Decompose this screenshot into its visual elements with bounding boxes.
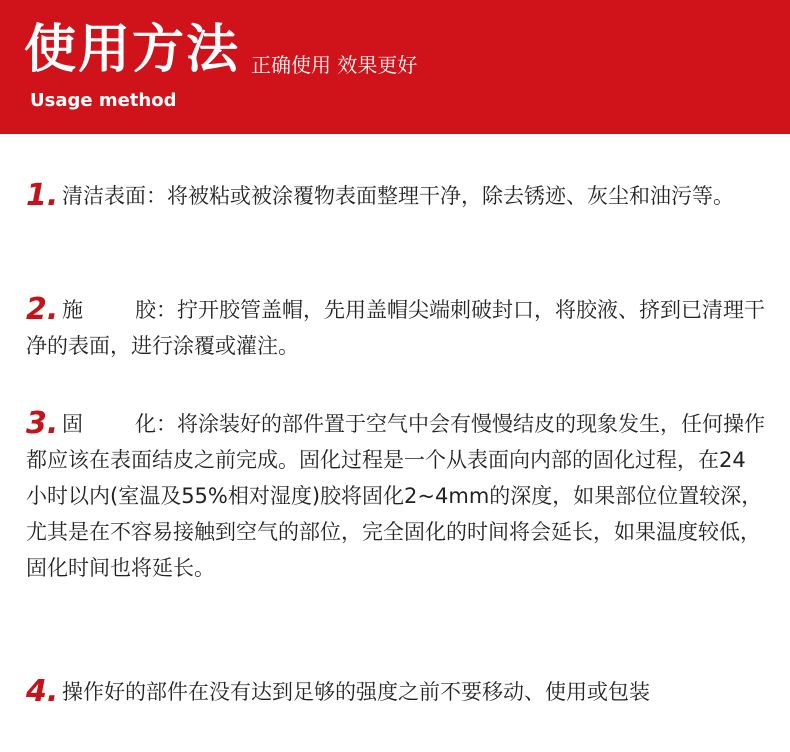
step-text: ：拧开胶管盖帽，先用盖帽尖端刺破封口，将胶液、挤到已清理干净的表面，进行涂覆或灌注。 <box>26 298 765 358</box>
step-text: ：将涂装好的部件置于空气中会有慢慢结皮的现象发生，任何操作都应该在表面结皮之前完成。固化过程是一个从表面向内部的固化过程，在24小时以内(室温及55%相对湿度)胶将固化2~4mm的深度，如果部位位置较深，尤其是在不容易接触到空气的部位，完全固化的时间将会延长，如果温度较低，固化时间也将延长。 <box>26 412 765 580</box>
step-label-first: 施 <box>62 298 83 322</box>
step-number: 1. <box>26 178 59 213</box>
step-text: ：将被粘或被涂覆物表面整理干净，除去锈迹、灰尘和油污等。 <box>146 184 734 208</box>
header-banner <box>0 0 790 134</box>
step-number: 3. <box>26 406 59 441</box>
step-4 <box>26 674 766 710</box>
step-2 <box>26 292 766 364</box>
step-3 <box>26 406 766 586</box>
page-title: 使用方法 <box>24 20 241 80</box>
step-label-second: 化 <box>135 412 156 436</box>
english-title: Usage method <box>30 90 177 111</box>
page-subtitle: 正确使用 效果更好 <box>251 53 418 77</box>
step-1 <box>26 178 766 214</box>
step-text: 操作好的部件在没有达到足够的强度之前不要移动、使用或包装 <box>62 680 650 704</box>
step-label-first: 固 <box>62 412 83 436</box>
step-label-second: 胶 <box>135 298 156 322</box>
step-number: 2. <box>26 292 59 327</box>
step-label: 清洁表面 <box>62 184 146 208</box>
step-number: 4. <box>26 674 59 709</box>
